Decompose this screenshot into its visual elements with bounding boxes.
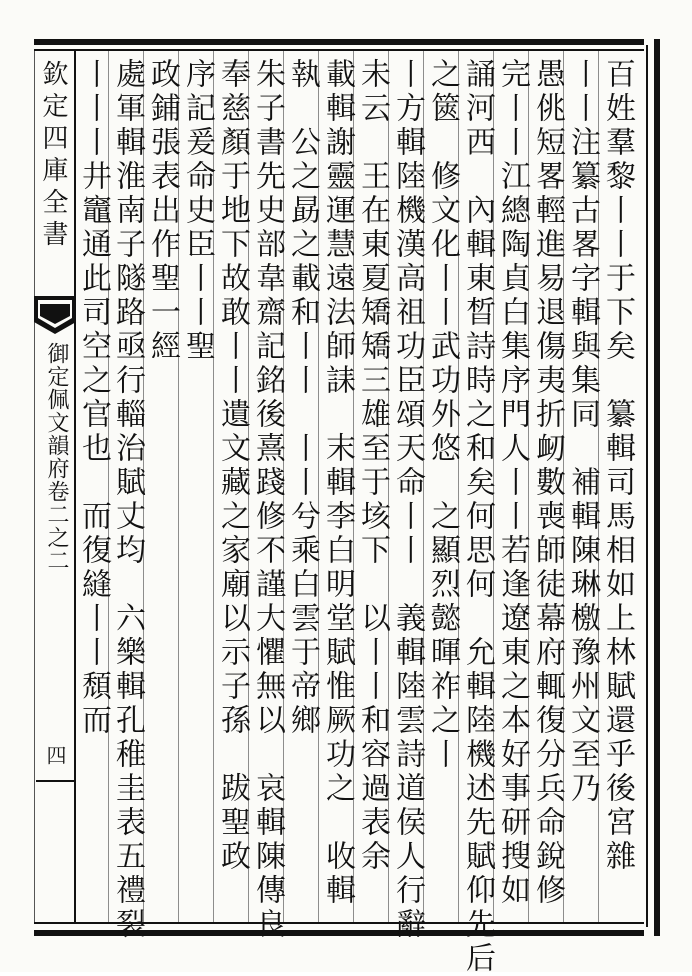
fold-page-number-line — [36, 780, 74, 782]
column-text: 百姓羣黎丨丨于下矣 纂輯司馬相如上林賦還乎後宮雜 — [600, 58, 635, 874]
text-column — [147, 58, 187, 920]
column-text: 丨方輯陸機漢高祖功臣頌天命丨丨 義輯陸雲詩道侯人行辭 — [390, 58, 425, 942]
column-text: 丨丨丨井竈通此司空之官也 而復縫丨丨頹而 — [76, 58, 111, 738]
text-column — [217, 58, 257, 920]
top-border-rule-inner — [34, 49, 644, 51]
fishtail-mark-icon — [34, 296, 76, 336]
fold-book-title: 欽定四庫全書 — [38, 60, 68, 252]
fold-left-line — [34, 51, 35, 922]
text-column — [110, 58, 152, 942]
text-column — [390, 58, 432, 942]
text-column — [427, 58, 467, 920]
column-text: 載輯謝靈運慧遠法師誄 末輯李白明堂賦惟厥功之 收輯 — [320, 58, 355, 908]
column-text: 朱子書先史部韋齋記銘後熹踐修不謹大懼無以 哀輯陳傳良 — [250, 58, 285, 942]
column-text: 丨丨注纂古畧字輯與集同 補輯陳琳檄豫州文至乃 — [565, 58, 600, 806]
text-column — [532, 58, 572, 920]
column-text: 未云 王在東夏矯矯三雄至于垓下 以丨丨和容過表余 — [355, 58, 390, 874]
text-column — [602, 58, 642, 920]
text-column — [497, 58, 537, 920]
text-column — [182, 58, 222, 920]
right-border-rule-inner — [646, 45, 648, 927]
text-column — [322, 58, 362, 920]
column-text: 完丨丨江總陶貞白集序門人丨丨若逢遼東之本好事研搜如 — [495, 58, 530, 908]
column-text: 愚佻短畧輕進易退傷夷折衂數喪師徒幕府輒復分兵命銳修 — [530, 58, 565, 908]
fold-volume-title: 御定佩文韻府卷二之二 — [44, 342, 69, 572]
text-column — [78, 58, 118, 920]
text-column — [357, 58, 397, 920]
column-text: 誦河西 內輯東晳詩時之和矣何思何 允輯陸機述先賦仰先后 — [460, 58, 495, 976]
column-text: 序記爰命史臣丨丨聖 — [180, 58, 215, 364]
text-column — [567, 58, 607, 920]
column-text: 奉慈顏于地下故敢丨丨遺文藏之家廟以示子孫 跋聖政 — [215, 58, 250, 874]
text-column — [287, 58, 327, 920]
fold-page-number: 四 — [43, 745, 67, 765]
text-column — [250, 58, 292, 942]
column-text: 之篋 修文化丨丨武功外悠 之顯烈懿暉祚之丨 — [425, 58, 460, 772]
top-border-rule — [34, 39, 644, 45]
column-text: 執 公之勗之載和丨丨 丨丨兮乘白雲于帝鄉 — [285, 58, 320, 738]
text-column — [460, 58, 502, 976]
column-text: 政鋪張表出作聖一經 — [145, 58, 180, 364]
right-border-rule — [654, 39, 660, 936]
column-text: 處軍輯淮南子隧路亟行輜治賦丈均 六樂輯孔稚圭表五禮裂 — [110, 58, 145, 942]
